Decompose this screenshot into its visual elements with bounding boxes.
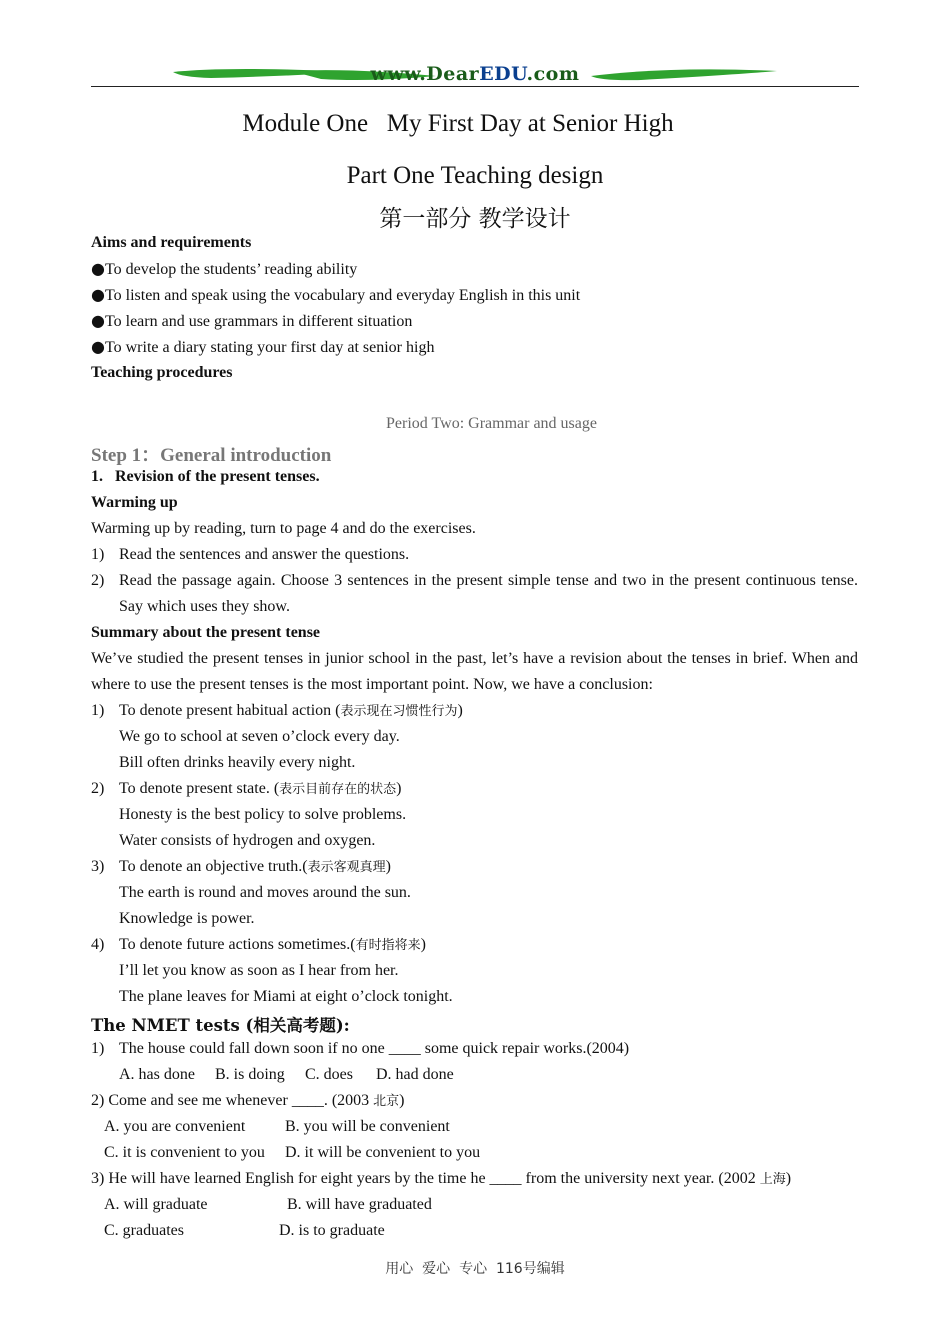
q1-num: 1) <box>91 1040 105 1057</box>
warming-item-2: Read the passage again. Choose 3 sentences in the present simple tense and two in the present continuous tense. Say which uses they show. <box>119 572 858 615</box>
part-title: Part One Teaching design <box>346 162 604 189</box>
q3-text: 3) He will have learned English for eight years by the time he ____ from the university next year. (2002 上海) <box>91 1170 792 1187</box>
aim-item-3: ●To learn and use grammars in different situation <box>91 311 413 330</box>
use-example: Water consists of hydrogen and oxygen. <box>119 832 376 849</box>
use-item-2: To denote present state. (表示目前存在的状态) <box>119 780 402 797</box>
use-example: The earth is round and moves around the sun. <box>119 884 411 901</box>
q3-option-a: A. will graduate <box>104 1196 208 1213</box>
bullet-icon: ● <box>91 285 105 304</box>
q2-option-a: A. you are convenient <box>104 1118 246 1135</box>
q2-option-b: B. you will be convenient <box>285 1118 450 1135</box>
logo-edu-text: EDU <box>479 63 527 85</box>
q2-option-d: D. it will be convenient to you <box>285 1144 481 1161</box>
bullet-icon: ● <box>91 259 105 278</box>
warming-intro: Warming up by reading, turn to page 4 and do the exercises. <box>91 520 476 537</box>
q3-option-c: C. graduates <box>104 1222 184 1239</box>
q3-option-d: D. is to graduate <box>279 1222 385 1239</box>
use-example: The plane leaves for Miami at eight o’clock tonight. <box>119 988 453 1005</box>
use-num-4: 4) <box>91 936 105 953</box>
use-num-1: 1) <box>91 702 105 719</box>
summary-heading: Summary about the present tense <box>91 624 321 641</box>
aim-item-2: ●To listen and speak using the vocabulary and everyday English in this unit <box>91 285 581 304</box>
header-rule <box>91 86 859 87</box>
procedures-heading: Teaching procedures <box>91 364 233 381</box>
bullet-icon: ● <box>91 337 105 356</box>
module-title: Module One My First Day at Senior High <box>242 110 674 137</box>
q3-option-b: B. will have graduated <box>287 1196 432 1213</box>
q2-option-c: C. it is convenient to you <box>104 1144 265 1161</box>
summary-intro: We’ve studied the present tenses in junior school in the past, let’s have a revision about the tenses in brief. When and where to use the present tenses is the most important point. Now, we have a conclusion: <box>91 650 858 693</box>
warming-num-2: 2) <box>91 572 105 589</box>
header-logo-bar <box>91 60 859 90</box>
use-num-3: 3) <box>91 858 105 875</box>
use-example: I’ll let you know as soon as I hear from her. <box>119 962 399 979</box>
q1-text: The house could fall down soon if no one ____ some quick repair works.(2004) <box>119 1040 630 1057</box>
use-example: Knowledge is power. <box>119 910 255 927</box>
use-example: We go to school at seven o’clock every day. <box>119 728 400 745</box>
warming-heading: Warming up <box>91 494 178 511</box>
use-item-3: To denote an objective truth.(表示客观真理) <box>119 858 391 875</box>
aim-item-1: ●To develop the students’ reading ability <box>91 259 358 278</box>
use-item-1: To denote present habitual action (表示现在习惯性行为) <box>119 702 463 719</box>
logo-main-text: www.Dear <box>370 63 480 85</box>
nmet-heading: The NMET tests (相关高考题): <box>91 1016 350 1035</box>
use-example: Honesty is the best policy to solve problems. <box>119 806 407 823</box>
aims-heading: Aims and requirements <box>91 234 252 251</box>
q1-option-a: A. has done <box>119 1066 195 1083</box>
q1-option-c: C. does <box>305 1066 353 1083</box>
warming-item-1: Read the sentences and answer the questions. <box>119 546 410 563</box>
part-title-chinese: 第一部分 教学设计 <box>379 206 571 232</box>
use-example: Bill often drinks heavily every night. <box>119 754 356 771</box>
page-footer: 用心 爱心 专心 116号编辑 <box>385 1261 565 1277</box>
step-heading: Step 1：General introduction <box>91 445 332 466</box>
q1-option-b: B. is doing <box>215 1066 285 1083</box>
period-heading: Period Two: Grammar and usage <box>386 415 597 432</box>
aim-item-4: ●To write a diary stating your first day at senior high <box>91 337 435 356</box>
logo-tail-text: .com <box>526 63 580 85</box>
use-num-2: 2) <box>91 780 105 797</box>
site-logo-text[interactable] <box>91 63 859 85</box>
warming-num-1: 1) <box>91 546 105 563</box>
q2-text: 2) Come and see me whenever ____. (2003 北京) <box>91 1092 405 1109</box>
q1-option-d: D. had done <box>376 1066 454 1083</box>
use-item-4: To denote future actions sometimes.(有时指将来) <box>119 936 426 953</box>
revision-heading: 1. Revision of the present tenses. <box>91 468 320 485</box>
bullet-icon: ● <box>91 311 105 330</box>
